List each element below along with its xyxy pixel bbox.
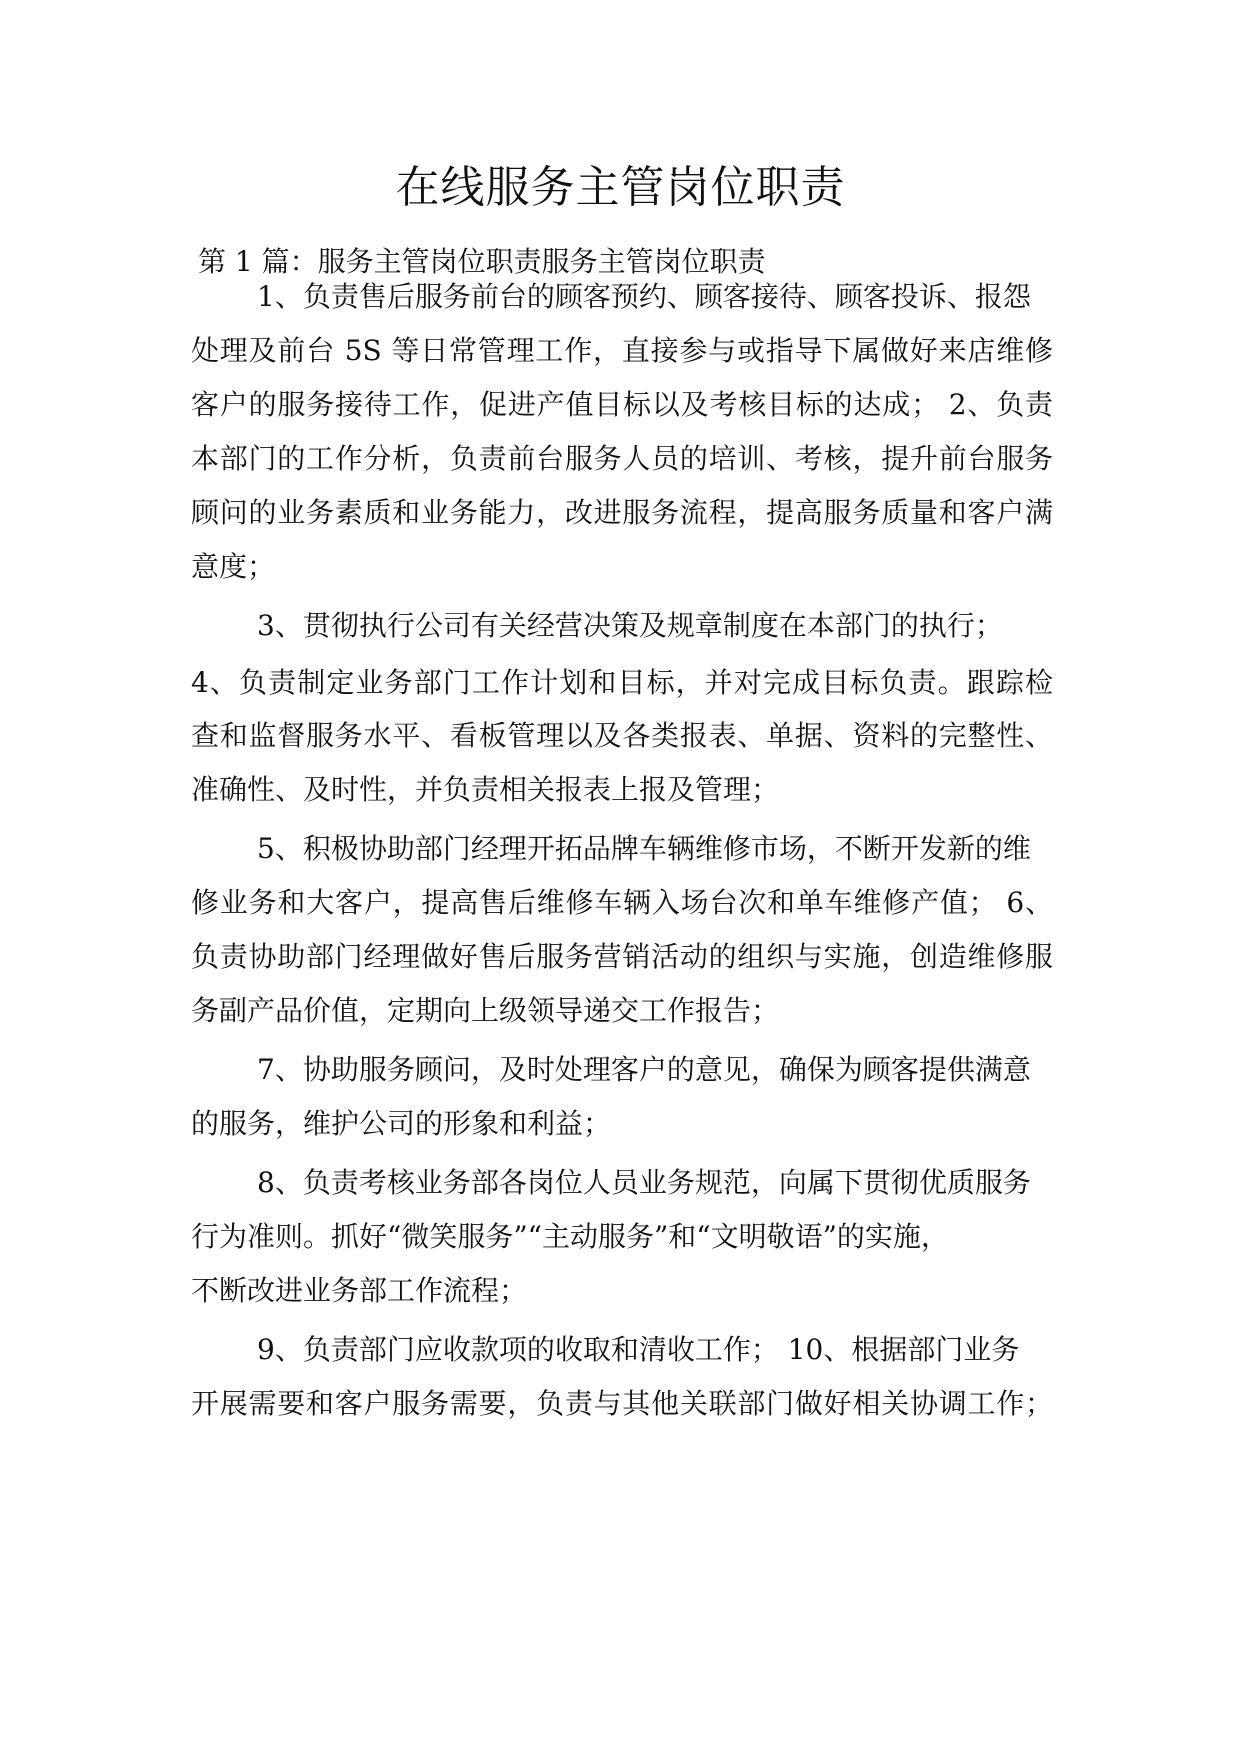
paragraph-line: 客户的服务接待工作，促进产值目标以及考核目标的达成； 2、负责	[191, 388, 1053, 421]
paragraph-line: 查和监督服务水平、看板管理以及各类报表、单据、资料的完整性、	[191, 719, 1053, 752]
paragraph-line: 5、积极协助部门经理开拓品牌车辆维修市场，不断开发新的维	[257, 832, 1031, 865]
paragraph-line: 顾问的业务素质和业务能力，改进服务流程，提高服务质量和客户满	[191, 496, 1053, 529]
paragraph-line: 处理及前台 5S 等日常管理工作，直接参与或指导下属做好来店维修	[191, 334, 1053, 367]
paragraph-line: 负责协助部门经理做好售后服务营销活动的组织与实施，创造维修服	[191, 940, 1053, 973]
document-subtitle: 第 1 篇：服务主管岗位职责服务主管岗位职责	[198, 245, 766, 278]
paragraph-line: 7、协助服务顾问，及时处理客户的意见，确保为顾客提供满意	[257, 1053, 1031, 1086]
paragraph-line: 不断改进业务部工作流程；	[191, 1274, 528, 1307]
paragraph-line: 准确性、及时性，并负责相关报表上报及管理；	[191, 773, 780, 806]
paragraph-line: 的服务，维护公司的形象和利益；	[191, 1107, 612, 1140]
paragraph-line: 3、贯彻执行公司有关经营决策及规章制度在本部门的执行；	[257, 609, 1003, 642]
paragraph-line: 意度；	[191, 550, 276, 583]
document-title: 在线服务主管岗位职责	[395, 162, 846, 213]
paragraph-line: 务副产品价值，定期向上级领导递交工作报告；	[191, 994, 780, 1027]
paragraph-line: 行为准则。抓好“微笑服务”“主动服务”和“文明敬语”的实施，	[191, 1220, 949, 1253]
paragraph-line: 1、负责售后服务前台的顾客预约、顾客接待、顾客投诉、报怨	[257, 280, 1031, 313]
paragraph-line: 9、负责部门应收款项的收取和清收工作； 10、根据部门业务	[257, 1333, 1020, 1366]
paragraph-line: 4、负责制定业务部门工作计划和目标，并对完成目标负责。跟踪检	[191, 666, 1053, 699]
paragraph-line: 开展需要和客户服务需要，负责与其他关联部门做好相关协调工作；	[191, 1387, 1053, 1420]
paragraph-line: 修业务和大客户，提高售后维修车辆入场台次和单车维修产值； 6、	[191, 886, 1053, 919]
paragraph-line: 本部门的工作分析，负责前台服务人员的培训、考核，提升前台服务	[191, 442, 1053, 475]
paragraph-line: 8、负责考核业务部各岗位人员业务规范，向属下贯彻优质服务	[257, 1166, 1031, 1199]
